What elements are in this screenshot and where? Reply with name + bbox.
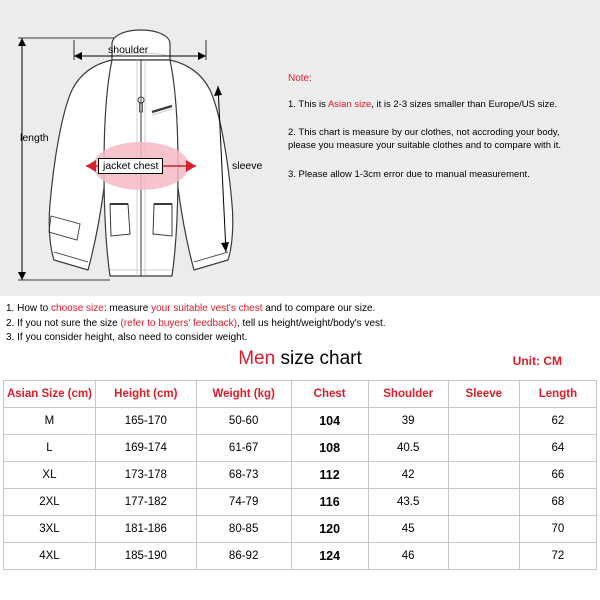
cell-size: M [4, 407, 96, 434]
col-header-weight: Weight (kg) [196, 380, 291, 407]
cell-chest: 120 [291, 515, 368, 542]
notes-block [288, 72, 593, 198]
note-1-highlight: Asian size [327, 98, 372, 110]
cell-sleeve [448, 461, 519, 488]
cell-chest: 124 [291, 542, 368, 569]
unit-label: Unit: CM [512, 353, 562, 368]
cell-length: 72 [519, 542, 596, 569]
instruction-line-2 [6, 317, 594, 332]
cell-sleeve [448, 488, 519, 515]
cell-height: 169-174 [95, 434, 196, 461]
col-header-length: Length [519, 380, 596, 407]
chart-title-row [0, 348, 600, 378]
instruction-2-lead: 2. If you not sure the size [6, 317, 121, 329]
cell-height: 177-182 [95, 488, 196, 515]
chart-title-red: Men [238, 347, 276, 369]
cell-length: 66 [519, 461, 596, 488]
cell-size: 4XL [4, 542, 96, 569]
instruction-1-tail: and to compare our size. [262, 303, 376, 314]
table-row [4, 407, 597, 434]
cell-weight: 86-92 [196, 542, 291, 569]
instructions-block [0, 296, 600, 348]
table-row [4, 461, 597, 488]
cell-height: 173-178 [95, 461, 196, 488]
illustration-panel [0, 0, 600, 296]
col-header-shoulder: Shoulder [368, 380, 448, 407]
instruction-1-lead: 1. How to [6, 303, 52, 314]
cell-length: 62 [519, 407, 596, 434]
cell-size: XL [4, 461, 96, 488]
cell-length: 64 [519, 434, 596, 461]
cell-height: 181-186 [95, 515, 196, 542]
note-item-1 [288, 99, 593, 112]
size-table [3, 380, 597, 570]
cell-size: L [4, 434, 96, 461]
cell-weight: 80-85 [196, 515, 291, 542]
table-row [4, 515, 597, 542]
cell-shoulder: 45 [368, 515, 448, 542]
col-header-height: Height (cm) [95, 380, 196, 407]
col-header-sleeve: Sleeve [448, 380, 519, 407]
instruction-1-mid: : measure [103, 303, 152, 314]
cell-shoulder: 39 [368, 407, 448, 434]
table-row [4, 434, 597, 461]
cell-weight: 74-79 [196, 488, 291, 515]
jacket-svg [10, 8, 290, 290]
cell-shoulder: 42 [368, 461, 448, 488]
cell-weight: 50-60 [196, 407, 291, 434]
cell-size: 3XL [4, 515, 96, 542]
label-jacket-chest: jacket chest [98, 158, 163, 174]
cell-shoulder: 40.5 [368, 434, 448, 461]
note-1-prefix: 1. This is [288, 98, 328, 110]
cell-size: 2XL [4, 488, 96, 515]
chart-title [0, 348, 600, 370]
cell-chest: 108 [291, 434, 368, 461]
cell-chest: 104 [291, 407, 368, 434]
cell-height: 185-190 [95, 542, 196, 569]
instruction-1-red2: your suitable vest's chest [151, 303, 263, 314]
table-row [4, 488, 597, 515]
note-2-line1: 2. This chart is measure by our clothes, not accroding your body, [288, 127, 560, 139]
instruction-line-1 [6, 302, 594, 317]
jacket-diagram [10, 8, 290, 290]
table-row [4, 542, 597, 569]
note-item-2 [288, 127, 593, 153]
instruction-2-mid: , tell us height/weight/body's vest. [236, 317, 386, 329]
col-header-chest: Chest [291, 380, 368, 407]
cell-length: 70 [519, 515, 596, 542]
cell-weight: 68-73 [196, 461, 291, 488]
cell-sleeve [448, 515, 519, 542]
note-3-line1: 3. Please allow 1-3cm error due to manual measurement. [288, 168, 530, 180]
note-2-line2: please you measure your suitable clothes and to compare with it. [288, 140, 562, 152]
cell-height: 165-170 [95, 407, 196, 434]
cell-chest: 112 [291, 461, 368, 488]
instruction-1-red1: choose size [51, 303, 104, 314]
table-header-row [4, 380, 597, 407]
col-header-asian-size: Asian Size (cm) [4, 380, 96, 407]
notes-title: Note: [288, 73, 312, 84]
cell-sleeve [448, 542, 519, 569]
cell-length: 68 [519, 488, 596, 515]
instruction-3-lead: 3. If you consider height, also need to consider weight. [6, 332, 248, 343]
label-sleeve: sleeve [232, 160, 263, 172]
label-shoulder: shoulder [108, 44, 149, 56]
cell-chest: 116 [291, 488, 368, 515]
chart-title-black: size chart [275, 347, 362, 369]
cell-weight: 61-67 [196, 434, 291, 461]
cell-shoulder: 43.5 [368, 488, 448, 515]
cell-sleeve [448, 434, 519, 461]
note-1-suffix: , it is 2-3 sizes smaller than Europe/US size. [371, 98, 558, 110]
cell-shoulder: 46 [368, 542, 448, 569]
cell-sleeve [448, 407, 519, 434]
note-item-3 [288, 169, 593, 182]
instruction-line-3 [6, 331, 594, 346]
instruction-2-red1: (refer to buyers' feedback) [120, 317, 237, 329]
label-length: length [20, 132, 49, 144]
